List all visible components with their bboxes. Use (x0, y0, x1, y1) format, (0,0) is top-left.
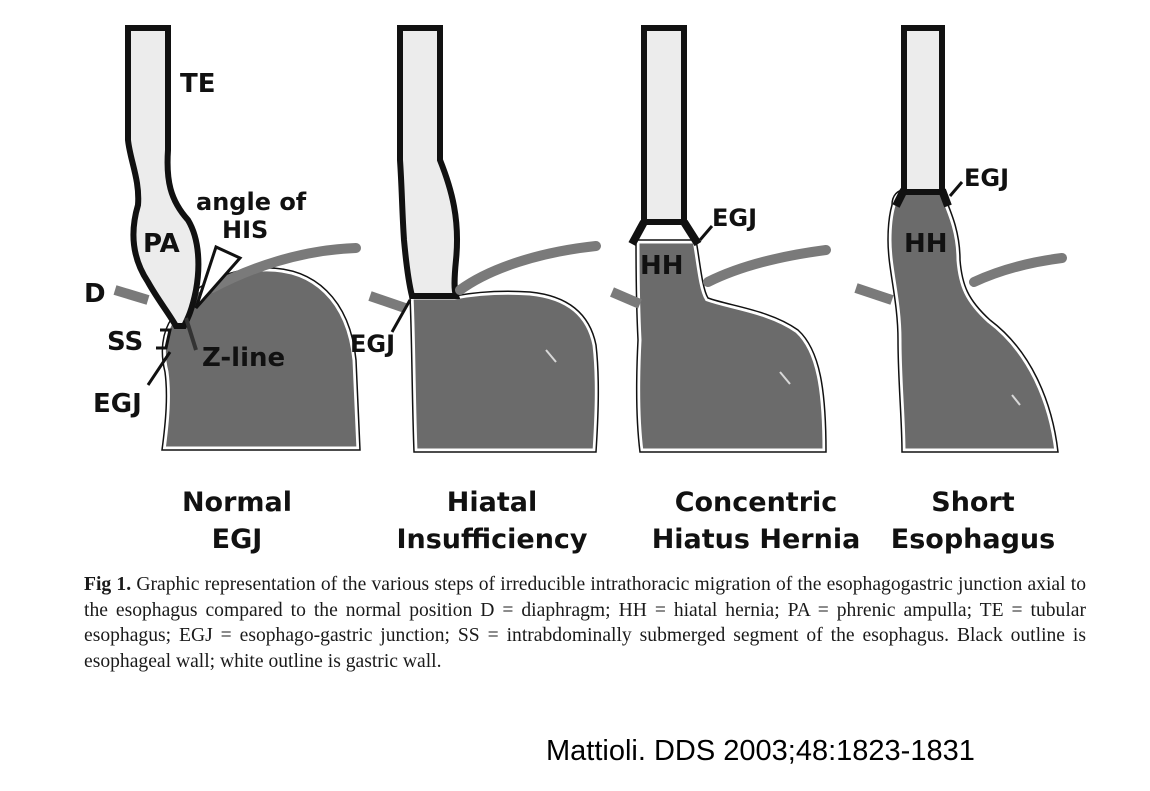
label-angle-of-his-1: angle of (196, 188, 307, 216)
diaphragm-left-short (856, 288, 892, 300)
title-normal-egj: Normal EGJ (181, 487, 293, 555)
egj-pointer-concentric (700, 226, 712, 240)
figure-caption (84, 572, 1086, 674)
label-angle-of-his-2: HIS (222, 216, 269, 244)
stomach-insufficiency (410, 291, 598, 452)
label-egj-insufficiency: EGJ (350, 330, 396, 358)
label-pa: PA (143, 229, 180, 259)
title-concentric-hiatus-hernia: Concentric Hiatus Hernia (651, 487, 861, 555)
diaphragm-right-insufficiency (460, 246, 596, 290)
panel-hiatal-insufficiency (350, 28, 598, 452)
diaphragm-right-concentric (708, 250, 826, 282)
panel-normal-egj (84, 28, 360, 450)
label-egj-normal: EGJ (93, 389, 142, 419)
label-egj-concentric: EGJ (712, 204, 758, 232)
panel-short-esophagus (856, 28, 1062, 452)
diaphragm-right-short (974, 258, 1062, 282)
title-hiatal-insufficiency: Hiatal Insufficiency (396, 487, 588, 555)
esophagus-short (904, 28, 942, 192)
esophagus-concentric (644, 28, 684, 222)
label-hh-short: HH (904, 229, 948, 259)
label-egj-short: EGJ (964, 164, 1010, 192)
title-short-esophagus: Short Esophagus (890, 487, 1056, 555)
caption-label: Fig 1. (84, 574, 132, 595)
panel-concentric-hiatus-hernia (612, 28, 826, 452)
label-ss: SS (107, 327, 144, 357)
citation: Mattioli. DDS 2003;48:1823-1831 (546, 735, 975, 767)
egj-pointer-short (950, 182, 962, 196)
diaphragm-left-insufficiency (370, 296, 405, 308)
label-te: TE (180, 69, 216, 99)
caption-text: Graphic representation of the various steps of irreducible intrathoracic migration of the esophagogastric junction axial to the esophagus compared to the normal position D = diaphragm; HH = hiatal hernia; PA = phrenic ampulla; TE = tubular esophagus; EGJ = esophago-gastric junction; SS = intrabdominally submerged segment of the esophagus. Black outline is esophageal wall; white outline is gastric wall. (84, 574, 1086, 672)
label-d: D (84, 279, 106, 309)
label-hh-concentric: HH (640, 251, 684, 281)
esophagus-insufficiency (400, 28, 457, 296)
diaphragm-left-normal (115, 290, 148, 300)
label-z-line: Z-line (202, 343, 286, 373)
